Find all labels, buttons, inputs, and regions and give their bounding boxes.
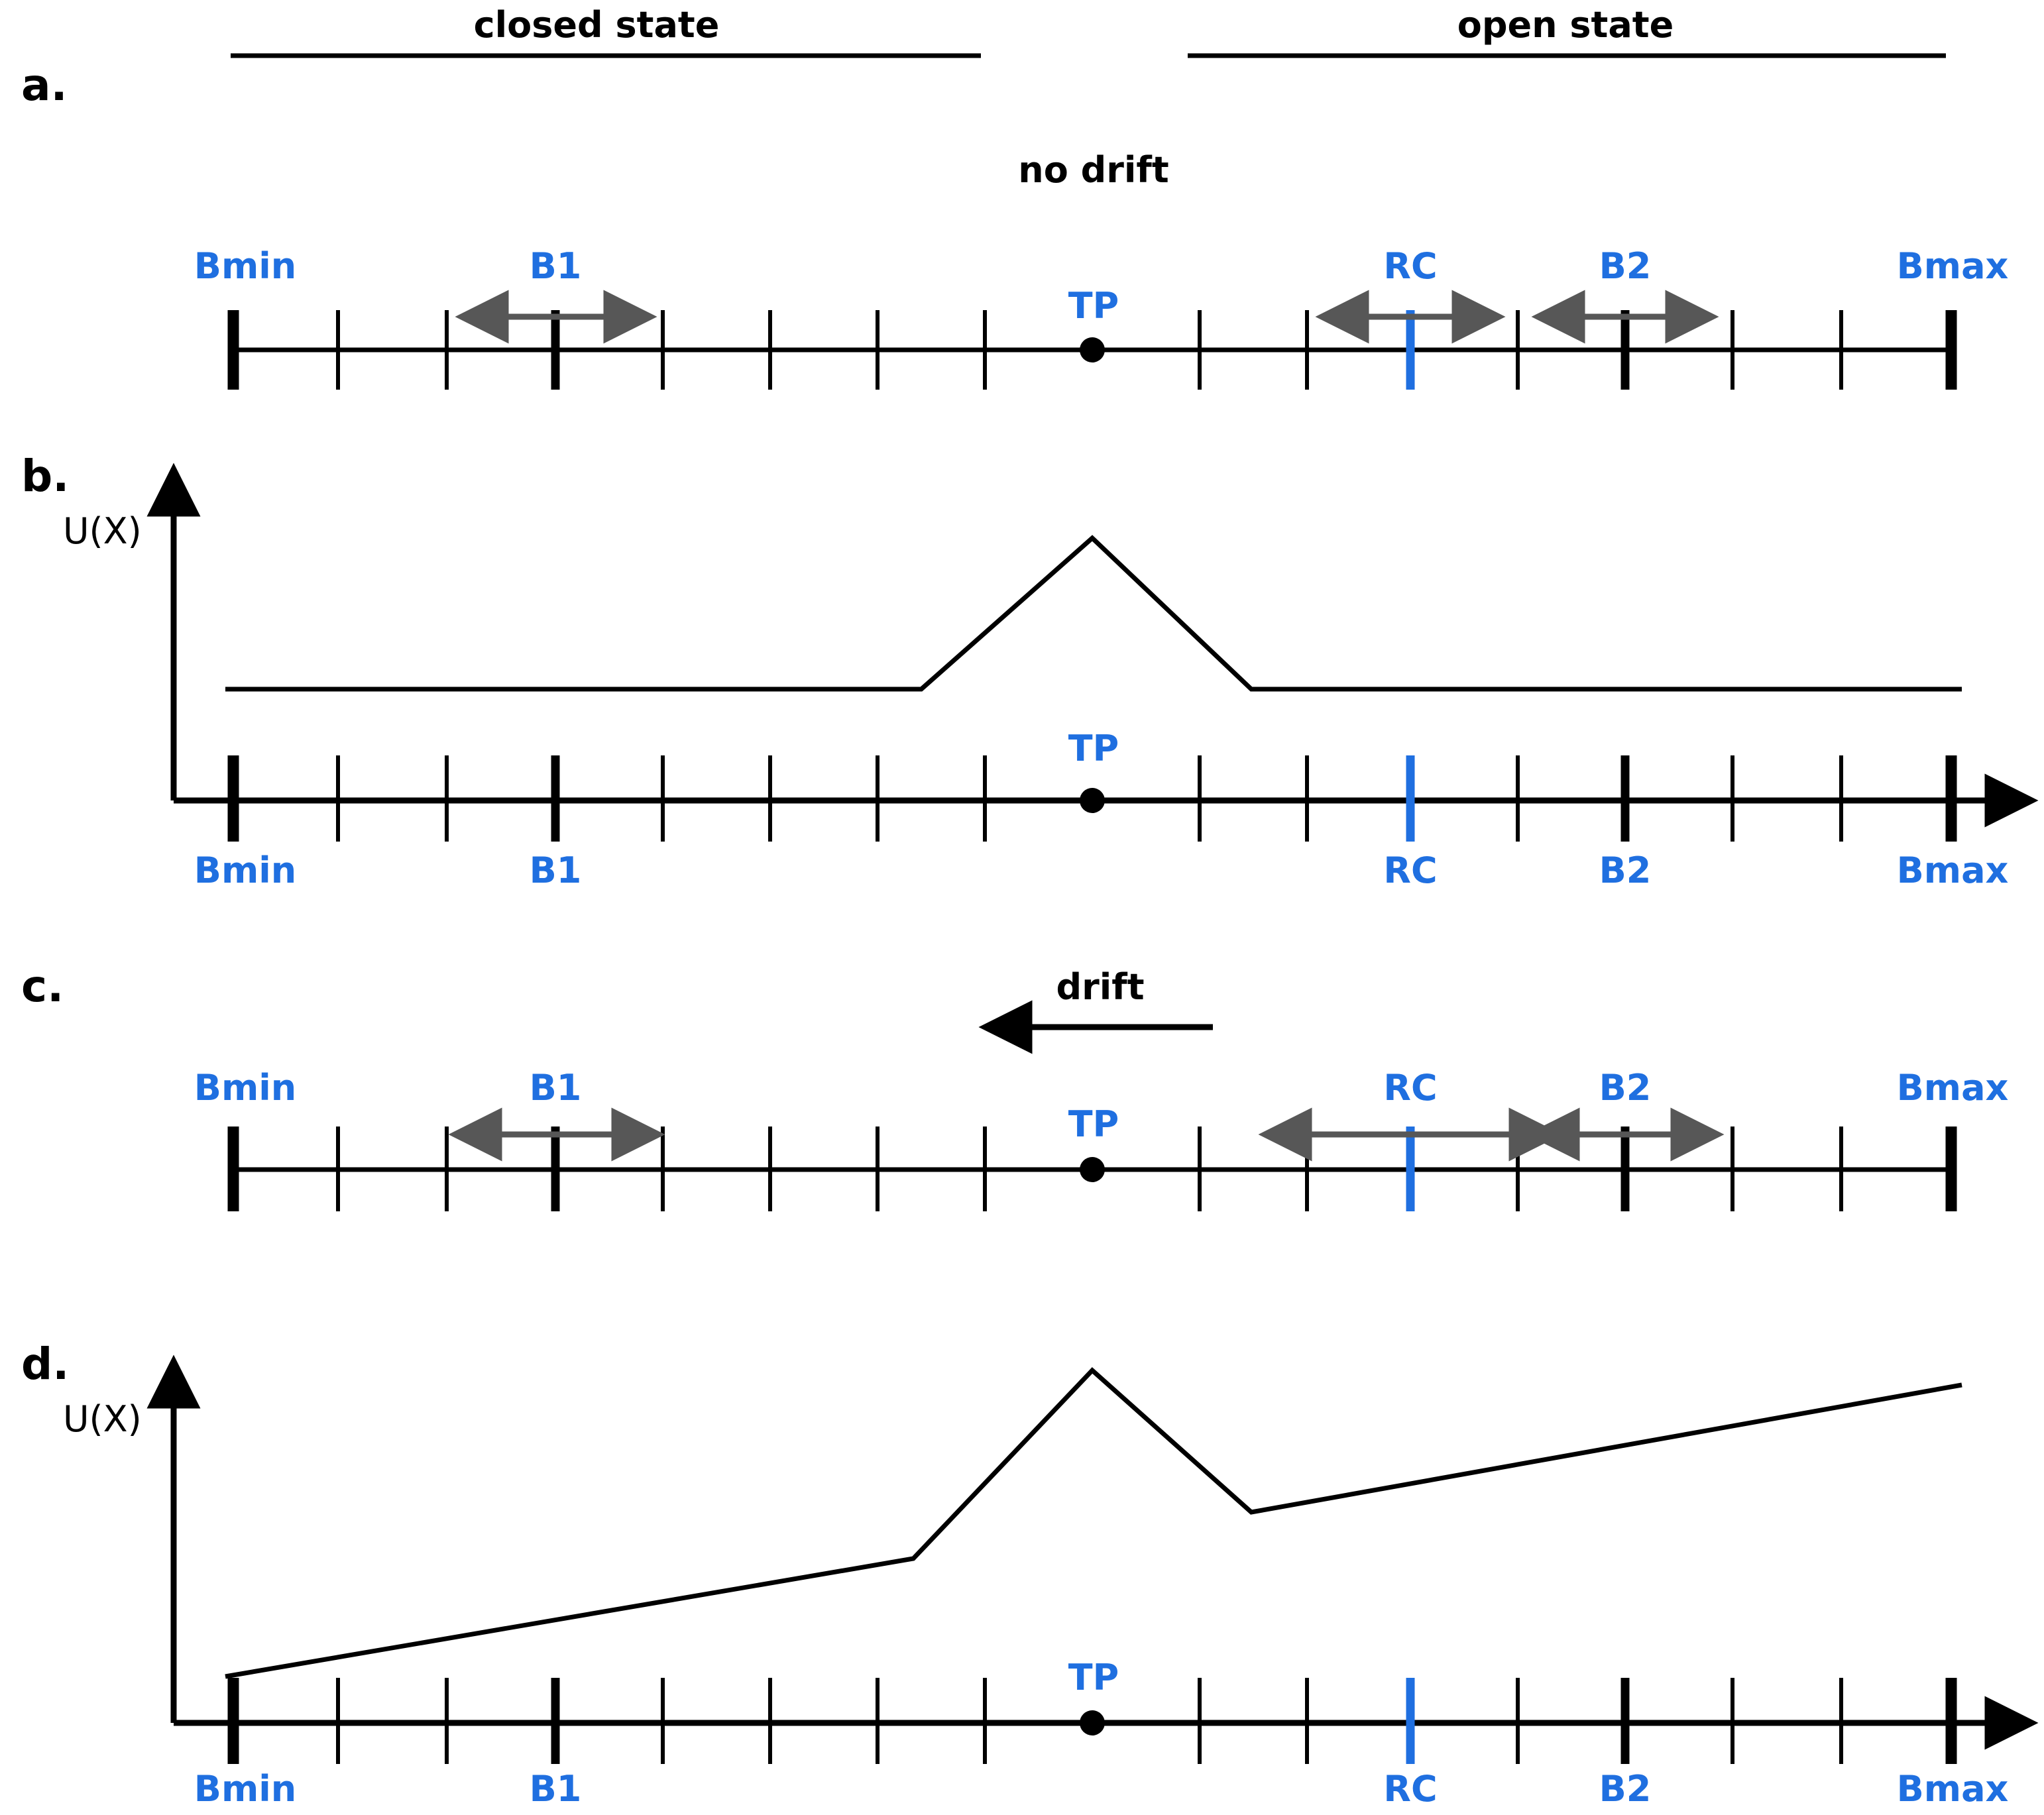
panel-letter-c: c. [21,961,64,1012]
panel-a-label-rc: RC [1383,245,1438,287]
panel-b-label-rc: RC [1383,850,1438,891]
panel-c-label-tp: TP [1068,1103,1119,1145]
panel-d-label-tp: TP [1068,1657,1119,1698]
panel-c-label-b2: B2 [1599,1067,1652,1109]
panel-a-label-bmin: Bmin [194,245,297,287]
panel-a-label-b2: B2 [1599,245,1652,287]
panel-c-label-b1: B1 [529,1067,582,1109]
panel-c-label-bmin: Bmin [194,1067,297,1109]
panel-a-label-b1: B1 [529,245,582,287]
panel-b-label-b1: B1 [529,850,582,891]
panel-b-label-b2: B2 [1599,850,1652,891]
panel-b-potential-curve [225,538,1962,689]
header-closed-state: closed state [473,4,720,46]
panel-c-drift-label: drift [1056,966,1145,1008]
panel-d-y-axis-label: U(X) [63,1398,142,1440]
panel-letter-b: b. [21,451,70,502]
panel-a-no-drift-label: no drift [1018,149,1169,191]
panel-letter-a: a. [21,60,68,111]
panel-b-label-bmax: Bmax [1896,850,2009,891]
panel-letter-d: d. [21,1339,70,1390]
panel-c-label-bmax: Bmax [1896,1067,2009,1109]
panel-c-label-rc: RC [1383,1067,1438,1109]
panel-d-label-bmax: Bmax [1896,1768,2009,1810]
panel-b-label-bmin: Bmin [194,850,297,891]
panel-d-label-b1: B1 [529,1768,582,1810]
panel-a-label-bmax: Bmax [1896,245,2009,287]
panel-d-label-rc: RC [1383,1768,1438,1810]
panel-b-y-axis-label: U(X) [63,510,142,552]
panel-d-label-b2: B2 [1599,1768,1652,1810]
panel-a-label-tp: TP [1068,285,1119,327]
panel-d-label-bmin: Bmin [194,1768,297,1810]
panel-b-label-tp: TP [1068,728,1119,769]
panel-d-potential-curve [225,1370,1962,1677]
header-open-state: open state [1457,4,1674,46]
